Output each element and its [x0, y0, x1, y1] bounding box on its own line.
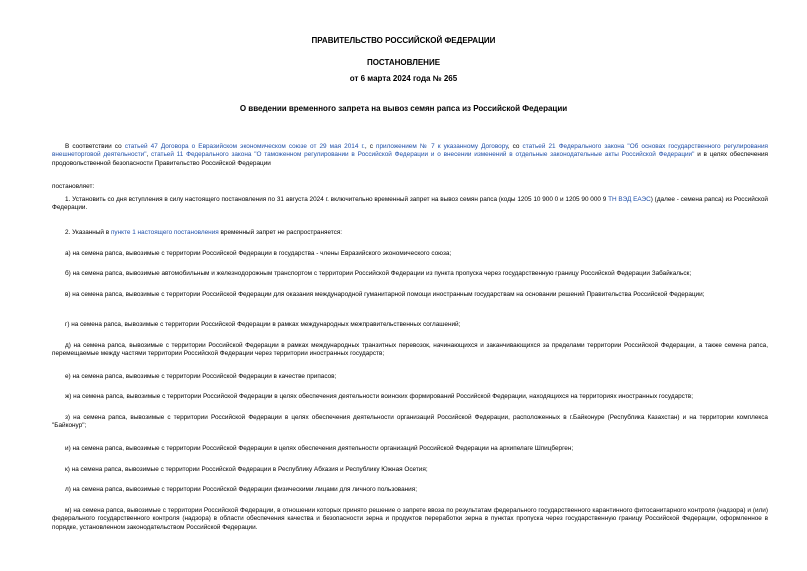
document-date: от 6 марта 2024 года № 265 — [349, 74, 458, 83]
decrees-word: постановляет: — [52, 183, 95, 190]
issuer-heading: ПРАВИТЕЛЬСТВО РОССИЙСКОЙ ФЕДЕРАЦИИ — [311, 36, 496, 45]
paragraph-2-text-1: 2. Указанный в — [65, 229, 111, 236]
list-item-i: и) на семена рапса, вывозимые с территории Российской Федерации в целях обеспечения деятельности организаций Российской Федерации на архипелаге Шпицберген; — [65, 445, 574, 452]
link-treaty-article-47[interactable]: статьей 47 Договора о Евразийском экономическом союзе от 29 мая 2014 г. — [124, 143, 365, 150]
preamble-text-3: , со — [507, 143, 523, 150]
list-item-k: к) на семена рапса, вывозимые с территории Российской Федерации в Республику Абхазия и Республику Южная Осетия; — [65, 466, 428, 473]
preamble-text-1: В соответствии со — [65, 143, 125, 150]
link-tn-ved-eaeu[interactable]: ТН ВЭД ЕАЭС — [608, 196, 651, 203]
preamble-text-5: и в целях обеспечения продовольственной безопасности Правительство Российской Федерации — [52, 151, 768, 167]
paragraph-1 — [52, 196, 768, 213]
link-federal-law-article-21[interactable]: статьей 21 Федерального закона "Об основах государственного регулирования внешнеторговой деятельности" — [52, 143, 768, 159]
list-item-v: в) на семена рапса, вывозимые с территории Российской Федерации для оказания международной гуманитарной помощи иностранным государствам на основании решений Правительства Российской Федерации; — [65, 291, 705, 298]
link-federal-law-article-11[interactable]: статьей 11 Федерального закона "О таможенном регулировании в Российской Федерации и о внесении изменений в отдельные законодательные акты Российской Федерации" — [151, 151, 695, 159]
link-paragraph-1[interactable]: пункте 1 настоящего постановления — [110, 229, 219, 236]
document-title: О введении временного запрета на вывоз семян рапса из Российской Федерации — [239, 104, 568, 113]
preamble — [52, 143, 768, 168]
list-item-a: а) на семена рапса, вывозимые с территории Российской Федерации в государства - члены Евразийского экономического союза; — [65, 250, 452, 257]
link-annex-7[interactable]: приложением № 7 к указанному Договору — [376, 143, 508, 150]
list-item-l: л) на семена рапса, вывозимые с территории Российской Федерации физическими лицами для личного пользования; — [65, 486, 417, 493]
paragraph-2 — [52, 229, 768, 237]
list-item-b: б) на семена рапса, вывозимые автомобильным и железнодорожным транспортом с территории Российской Федерации из пункта пропуска через государственную границу Российской Федерации Забайкальск; — [65, 270, 692, 277]
paragraph-2-text-2: временный запрет не распространяется: — [218, 229, 343, 236]
list-item-zh: ж) на семена рапса, вывозимые с территории Российской Федерации в целях обеспечения деятельности воинских формирований Российской Федерации, находящихся на территориях иностранных государств; — [65, 393, 693, 400]
list-item-z: з) на семена рапса, вывозимые с территории Российской Федерации в целях обеспечения деятельности организаций Российской Федерации, расположенных в г.Байконуре (Республика Казахстан) и на территории комплекса "Байконур"; — [52, 414, 768, 430]
document-type: ПОСТАНОВЛЕНИЕ — [366, 58, 441, 67]
preamble-text-2: , с — [364, 143, 376, 150]
list-item-e: е) на семена рапса, вывозимые с территории Российской Федерации в качестве припасов; — [65, 373, 337, 380]
preamble-text-4: , — [146, 151, 152, 159]
list-item-g: г) на семена рапса, вывозимые с территории Российской Федерации в рамках международных межправительственных соглашений; — [65, 321, 461, 328]
paragraph-1-text-2: ) (далее - семена рапса) из Российской Федерации. — [52, 196, 768, 212]
list-item-m: м) на семена рапса, вывозимые с территории Российской Федерации, в отношении которых принято решение о запрете ввоза по результатам федерального государственного карантинного фитосанитарного контроля (надзора) и (или) федерального государственного контроля (надзора) в области обеспечения качества и безопасности зерна и продуктов переработки зерна в пунктах пропуска через государственную границу Российской Федерации, оформленное в порядке, установленном законодательством Российской Федерации. — [52, 507, 768, 531]
list-item-d: д) на семена рапса, вывозимые с территории Российской Федерации в рамках международных транзитных перевозок, начинающихся и заканчивающихся за пределами территории Российской Федерации, а также семена рапса, перемещаемые между частями территории Российской Федерации через территории иностранных государств; — [52, 342, 768, 358]
paragraph-1-text-1: 1. Установить со дня вступления в силу настоящего постановления по 31 августа 2024 г. включительно временный запрет на вывоз семян рапса (коды 1205 10 900 0 и 1205 90 000 9 — [65, 196, 609, 203]
